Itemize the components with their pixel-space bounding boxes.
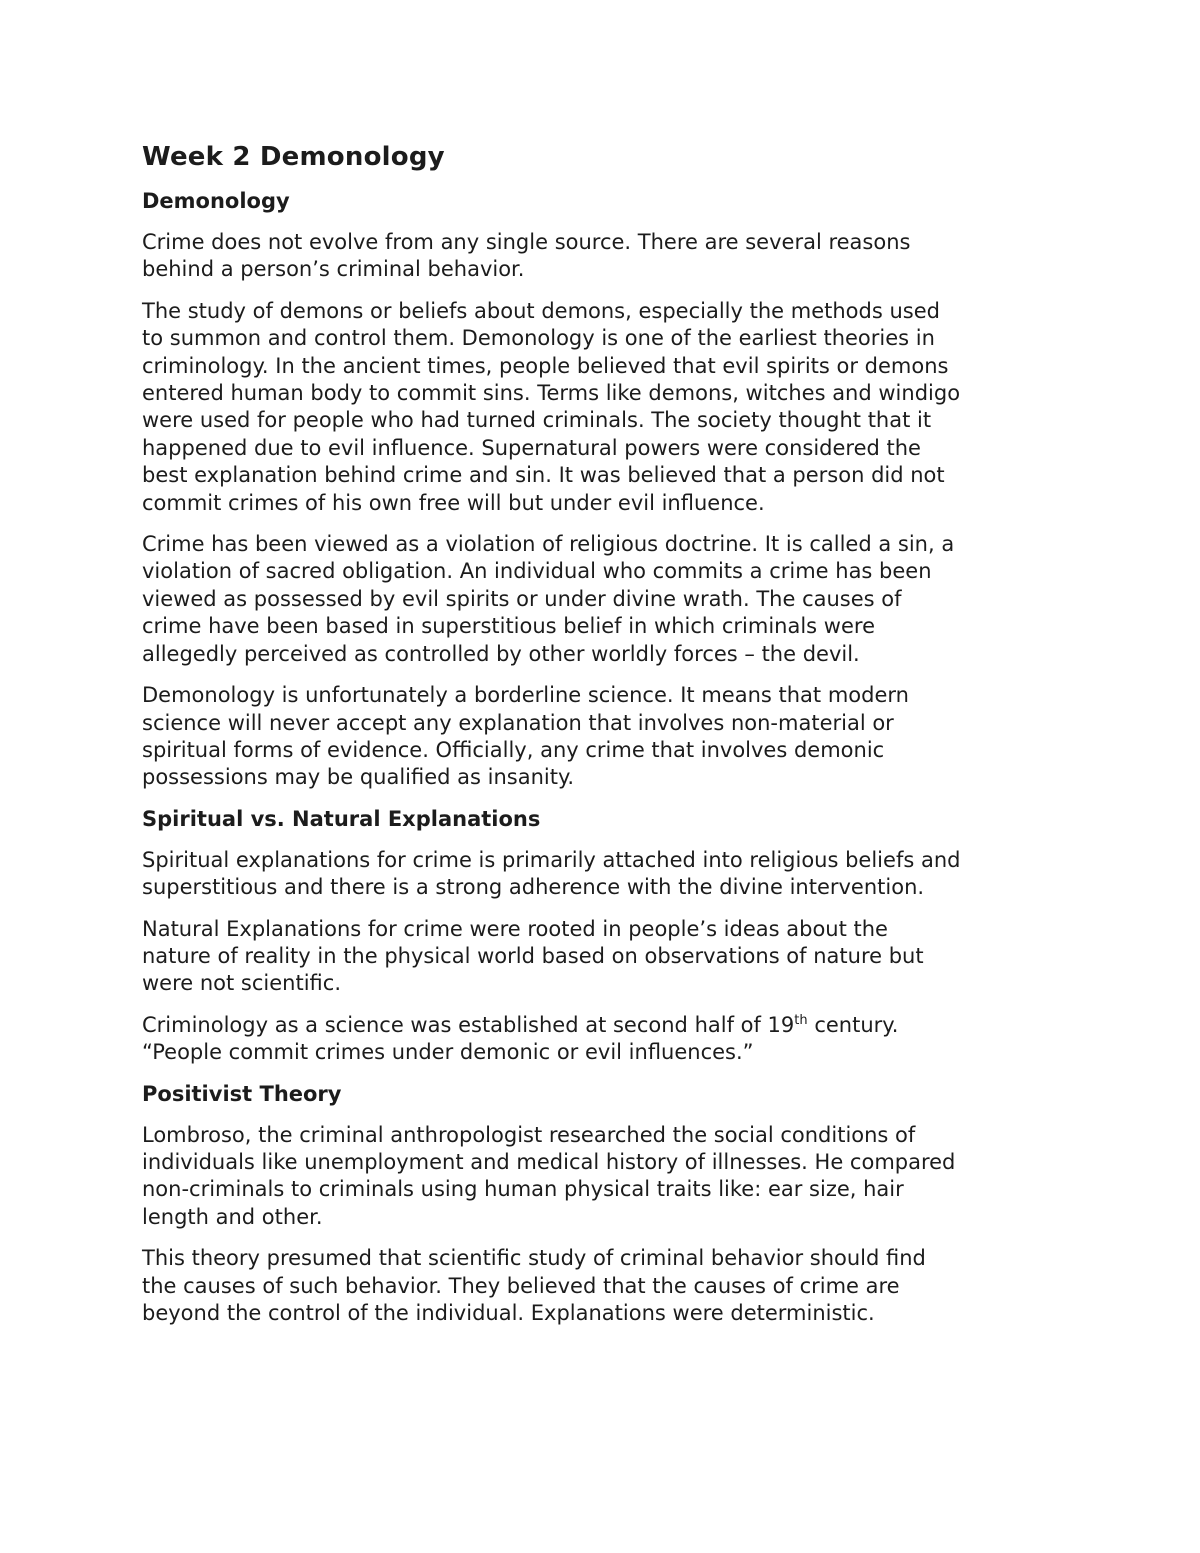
ordinal-suffix: th — [794, 1012, 808, 1028]
section-heading-positivist-theory: Positivist Theory — [142, 1081, 342, 1106]
paragraph — [142, 847, 1072, 902]
paragraph — [142, 916, 1072, 998]
paragraph-line: superstitious and there is a strong adherence with the divine intervention. — [142, 875, 925, 900]
paragraph-line: criminology. In the ancient times, people believed that evil spirits or demons — [142, 353, 949, 378]
paragraph-line: beyond the control of the individual. Explanations were deterministic. — [142, 1301, 875, 1325]
paragraph-line: were used for people who had turned criminals. The society thought that it — [142, 408, 932, 433]
paragraph-line: were not scientific. — [142, 971, 341, 996]
paragraph-line: Spiritual explanations for crime is primarily attached into religious beliefs and — [142, 847, 961, 872]
document-title: Week 2 Demonology — [142, 142, 445, 172]
criminology-text-end: century. — [807, 1012, 899, 1037]
paragraph-line: the causes of such behavior. They believed that the causes of crime are — [142, 1273, 900, 1298]
paragraph-line: behind a person’s criminal behavior. — [142, 257, 525, 282]
paragraph-line: individuals like unemployment and medical history of illnesses. He compared — [142, 1149, 956, 1174]
paragraph — [142, 682, 1072, 792]
paragraph-line: commit crimes of his own free will but under evil influence. — [142, 490, 765, 515]
paragraph-line: crime have been based in superstitious belief in which criminals were — [142, 614, 875, 639]
paragraph — [142, 1012, 1072, 1067]
paragraph-line: length and other. — [142, 1204, 323, 1229]
paragraph-line: The study of demons or beliefs about demons, especially the methods used — [142, 298, 940, 323]
criminology-text: Criminology as a science was established at second half of 19 — [142, 1012, 795, 1037]
quote-line: “People commit crimes under demonic or evil influences.” — [142, 1040, 754, 1065]
paragraph-line: Crime does not evolve from any single source. There are several reasons — [142, 230, 911, 254]
paragraph — [142, 298, 1072, 517]
paragraph-line: Crime has been viewed as a violation of religious doctrine. It is called a sin, a — [142, 532, 955, 557]
paragraph — [142, 1122, 1072, 1232]
paragraph-line: non-criminals to criminals using human physical traits like: ear size, hair — [142, 1177, 904, 1202]
paragraph — [142, 531, 1072, 668]
paragraph-line: allegedly perceived as controlled by other worldly forces – the devil. — [142, 641, 860, 666]
paragraph-line — [142, 1012, 1072, 1039]
paragraph-line: spiritual forms of evidence. Officially, any crime that involves demonic — [142, 737, 885, 762]
section-heading-spiritual-vs-natural: Spiritual vs. Natural Explanations — [142, 806, 541, 831]
paragraph-line: to summon and control them. Demonology is one of the earliest theories in — [142, 326, 935, 351]
paragraph-line: best explanation behind crime and sin. It was believed that a person did not — [142, 463, 945, 488]
paragraph-line: violation of sacred obligation. An individual who commits a crime has been — [142, 559, 932, 584]
paragraph-line: nature of reality in the physical world based on observations of nature but — [142, 943, 924, 968]
paragraph-line: entered human body to commit sins. Terms like demons, witches and windigo — [142, 381, 961, 406]
section-heading-demonology: Demonology — [142, 189, 290, 213]
paragraph-line: science will never accept any explanation that involves non-material or — [142, 710, 894, 735]
paragraph — [142, 229, 1072, 284]
paragraph-line: possessions may be qualified as insanity. — [142, 765, 575, 790]
paragraph-line: Demonology is unfortunately a borderline science. It means that modern — [142, 683, 909, 708]
paragraph-line: Natural Explanations for crime were rooted in people’s ideas about the — [142, 916, 888, 941]
document-page — [142, 140, 1072, 1341]
paragraph-line: happened due to evil influence. Supernatural powers were considered the — [142, 435, 921, 460]
paragraph-line: This theory presumed that scientific study of criminal behavior should find — [142, 1246, 926, 1271]
paragraph — [142, 1245, 1072, 1327]
paragraph-line: viewed as possessed by evil spirits or under divine wrath. The causes of — [142, 586, 902, 611]
paragraph-line: Lombroso, the criminal anthropologist researched the social conditions of — [142, 1122, 916, 1147]
